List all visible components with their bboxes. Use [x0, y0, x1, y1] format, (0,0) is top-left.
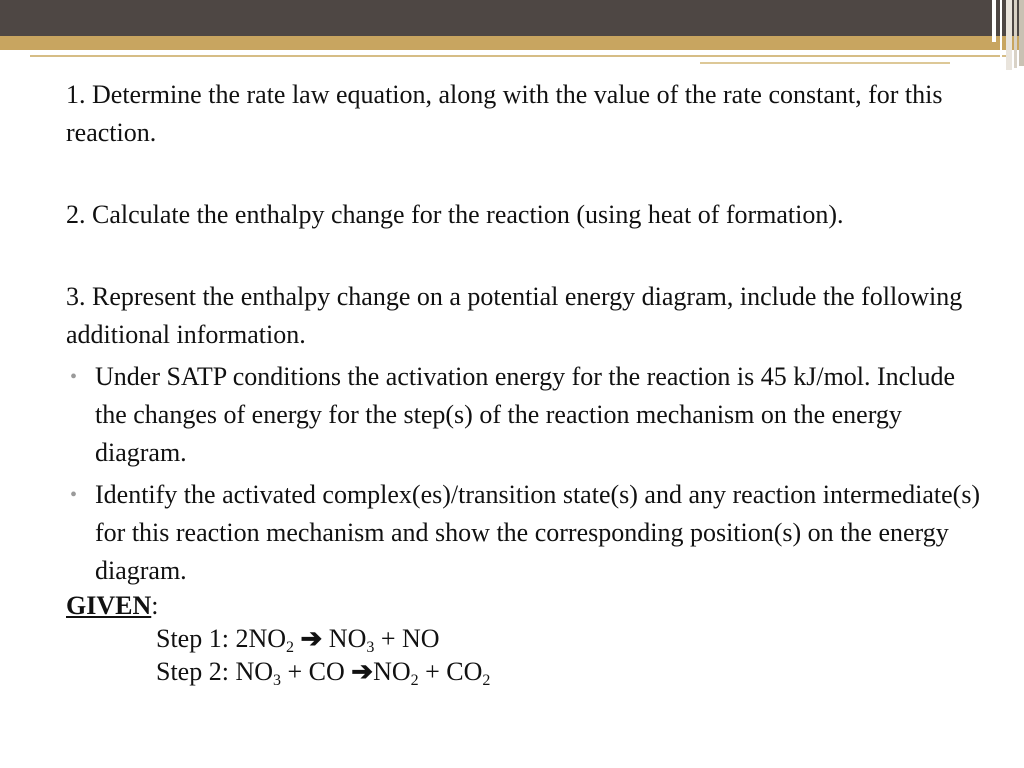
header-dark-band [0, 0, 1024, 36]
step1-subscript: 3 [366, 639, 375, 656]
question-3: 3. Represent the enthalpy change on a potential energy diagram, include the following additional information. [66, 282, 963, 349]
step2-subscript: 2 [410, 672, 419, 689]
bullet-dot-icon: • [70, 366, 78, 388]
bullet-text: Identify the activated complex(es)/transition state(s) and any reaction intermediate(s) for this reaction mechanism and show the corresponding position(s) on the energy diagram. [95, 480, 981, 585]
given-heading [66, 590, 986, 622]
step1-product-2: + NO [374, 624, 440, 653]
header-gold-band [0, 36, 1024, 50]
step2-subscript: 2 [482, 672, 491, 689]
corner-stripe [992, 0, 996, 42]
slide-body [66, 76, 986, 688]
step1-reactant: Step 1: 2NO [156, 624, 286, 653]
reaction-arrow-icon: ➔ [300, 624, 323, 653]
bullet-text: Under SATP conditions the activation energy for the reaction is 45 kJ/mol. Include the changes of energy for the step(s) of the reaction mechanism on the energy diagram. [95, 362, 955, 467]
bullet-list [66, 358, 986, 590]
bullet-item [66, 358, 986, 472]
corner-stripe [1006, 0, 1012, 70]
given-label: GIVEN [66, 591, 152, 620]
step2-product-2: + CO [418, 657, 483, 686]
reaction-arrow-icon: ➔ [351, 657, 374, 686]
corner-stripe [1019, 0, 1024, 66]
header-gold-rule-short [700, 62, 950, 64]
step1-product-1: NO [322, 624, 367, 653]
step2-reactant-2: + CO [281, 657, 352, 686]
bullet-dot-icon: • [70, 484, 78, 506]
step1-subscript: 2 [286, 639, 294, 656]
header-gold-rule [30, 55, 1010, 57]
reaction-step-2 [66, 655, 986, 688]
corner-stripe [1000, 0, 1002, 60]
given-colon: : [151, 591, 159, 620]
step2-reactant: Step 2: NO [156, 657, 273, 686]
reaction-step-1 [66, 622, 986, 655]
step2-subscript: 3 [273, 672, 281, 689]
question-1: 1. Determine the rate law equation, along with the value of the rate constant, for this reaction. [66, 80, 943, 147]
bullet-item [66, 476, 986, 590]
step2-product-1: NO [373, 657, 411, 686]
corner-stripe [1014, 0, 1017, 68]
question-2: 2. Calculate the enthalpy change for the reaction (using heat of formation). [66, 200, 844, 229]
